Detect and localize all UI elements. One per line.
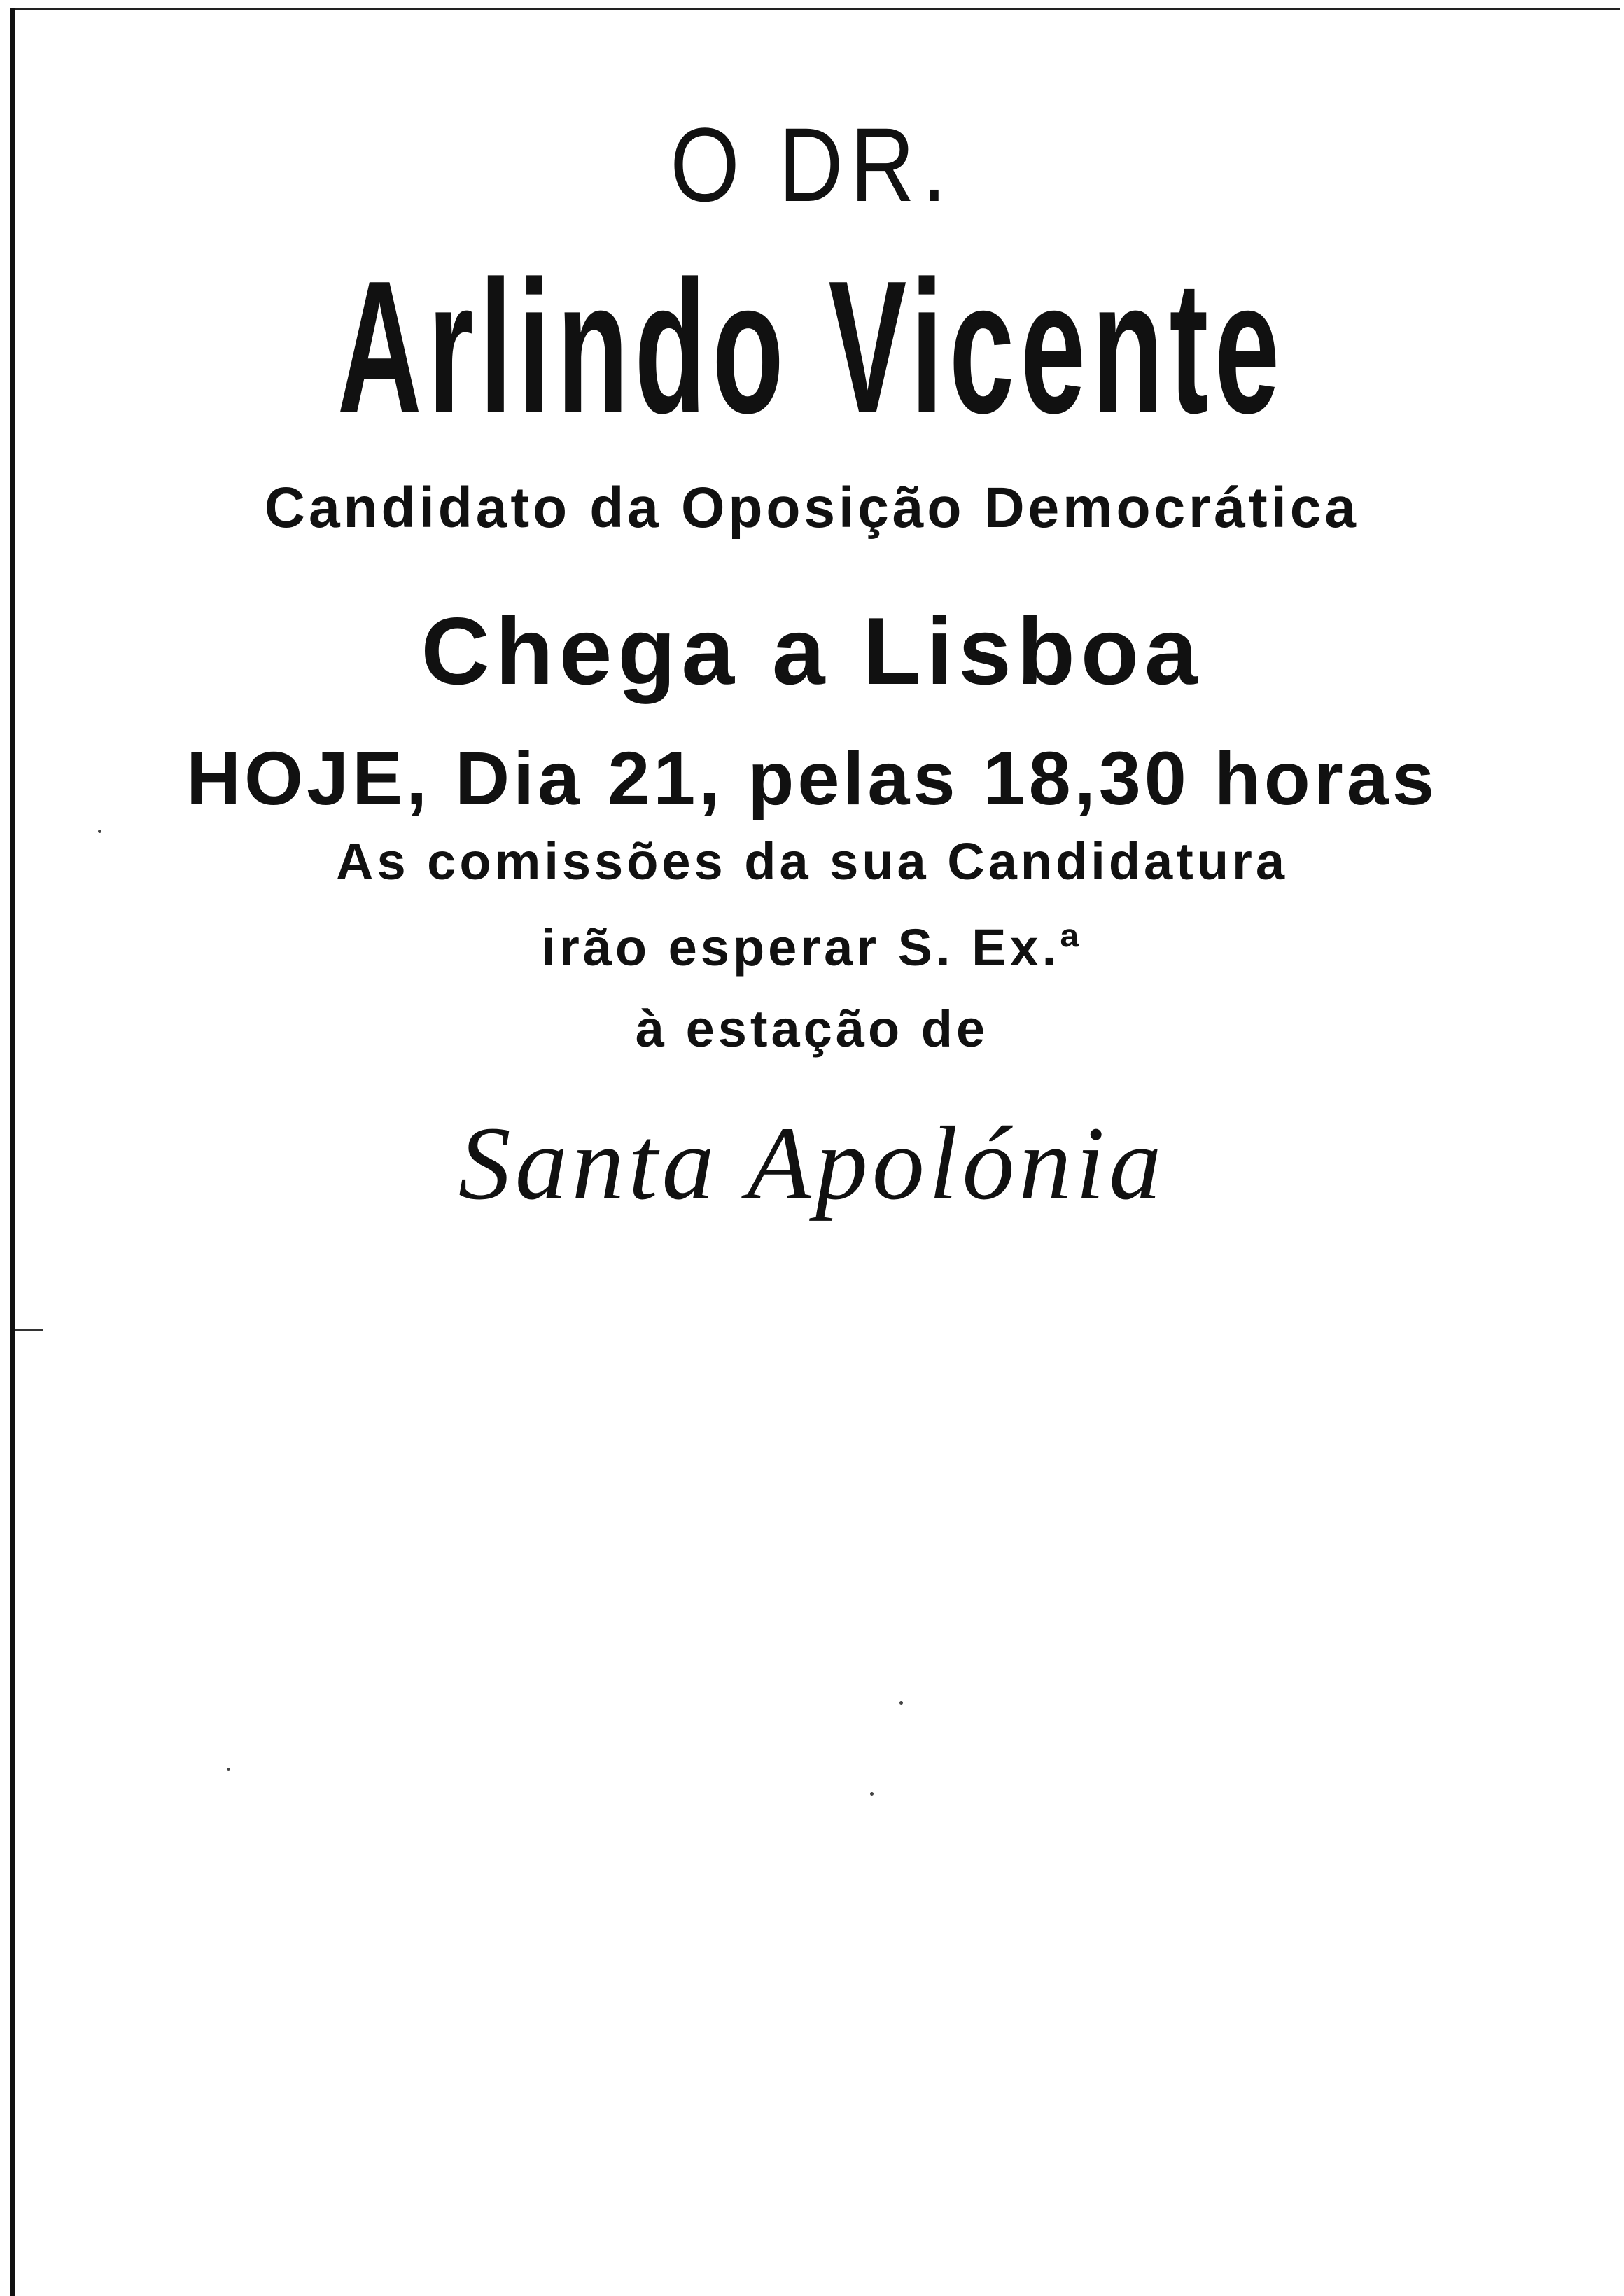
arrival-time: HOJE, Dia 21, pelas 18,30 horas xyxy=(186,736,1438,820)
candidate-subtitle: Candidato da Oposição Democrática xyxy=(265,476,1359,540)
station-name: Santa Apolónia xyxy=(458,1105,1166,1222)
candidate-name: Arlindo Vicente xyxy=(337,242,1286,453)
title-prefix: O DR. xyxy=(670,106,954,223)
arrival-heading: Chega a Lisboa xyxy=(421,598,1203,704)
committees-line: As comissões da sua Candidatura xyxy=(336,832,1288,890)
wait-line: irão esperar S. Ex.ª xyxy=(541,918,1083,976)
station-prefix: à estação de xyxy=(635,1000,989,1058)
